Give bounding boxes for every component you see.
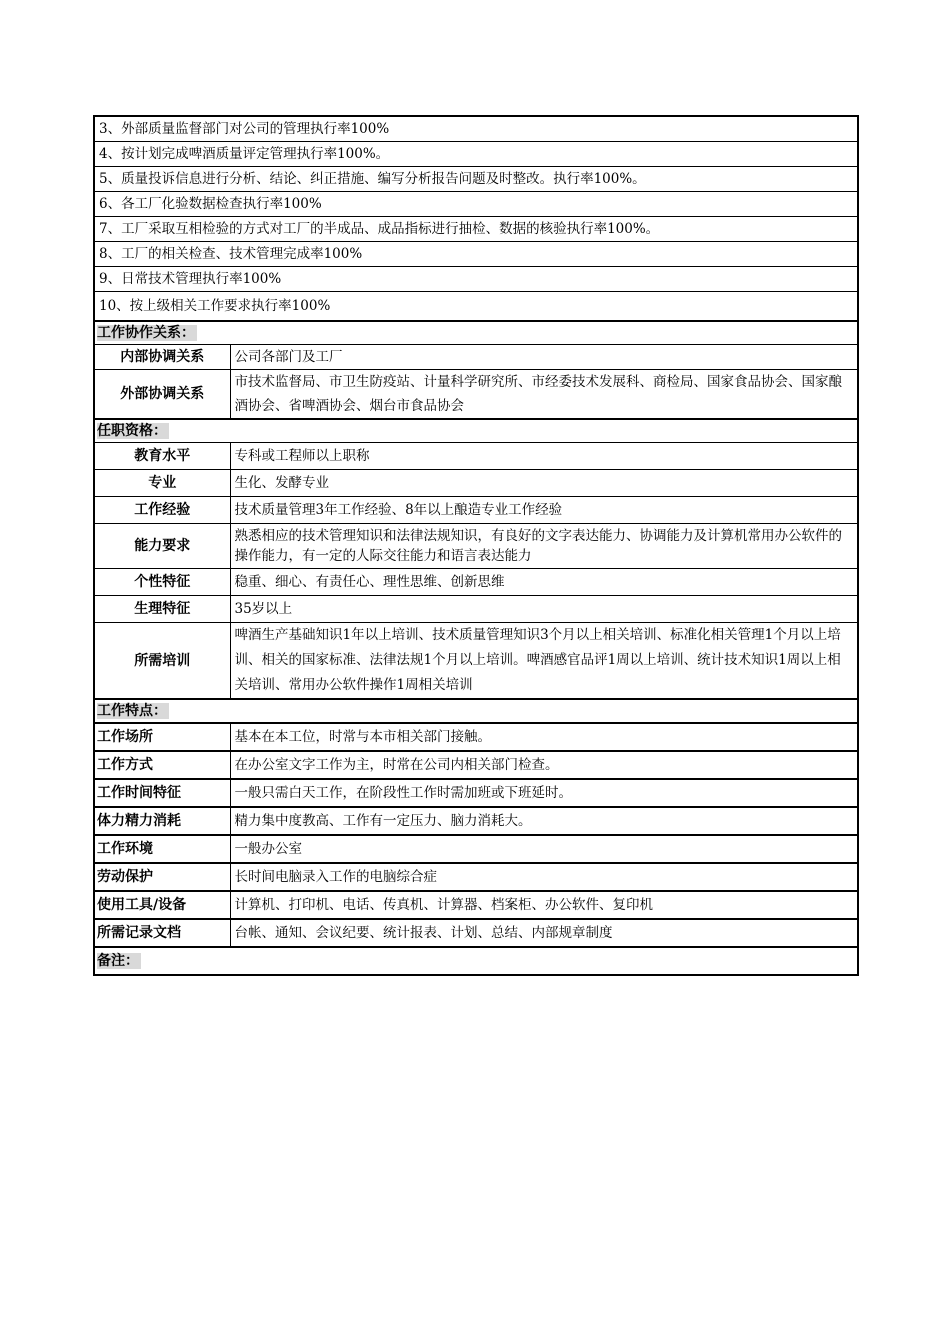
metric-row [94,292,858,322]
metric-cell: 9、日常技术管理执行率100% [94,267,858,292]
row-label: 外部协调关系 [94,370,230,420]
metric-row [94,267,858,292]
row-value: 台帐、通知、会议纪要、统计报表、计划、总结、内部规章制度 [230,919,858,947]
row-label: 体力精力消耗 [94,807,230,835]
relation-row-internal [94,345,858,370]
feature-row [94,751,858,779]
job-description-sheet [93,115,857,976]
feature-row [94,807,858,835]
section-title-remarks: 备注： [97,953,139,969]
metric-cell: 4、按计划完成啤酒质量评定管理执行率100%。 [94,142,858,167]
row-label: 工作经验 [94,497,230,524]
metric-cell: 7、工厂采取互相检验的方式对工厂的半成品、成品指标进行抽检、数据的核验执行率100%。 [94,217,858,242]
section-title-qualifications: 任职资格： [97,423,167,439]
row-label: 工作场所 [94,723,230,751]
qualification-row [94,623,858,700]
metric-cell: 8、工厂的相关检查、技术管理完成率100% [94,242,858,267]
row-label: 使用工具/设备 [94,891,230,919]
row-value: 专科或工程师以上职称 [230,443,858,470]
row-value: 熟悉相应的技术管理知识和法律法规知识，有良好的文字表达能力、协调能力及计算机常用办公软件的操作能力，有一定的人际交往能力和语言表达能力 [230,524,858,569]
metric-row [94,167,858,192]
section-title-relations: 工作协作关系： [97,325,195,341]
row-label: 工作时间特征 [94,779,230,807]
metric-cell: 10、按上级相关工作要求执行率100% [94,292,858,322]
metric-row [94,192,858,217]
job-description-table [93,115,859,976]
metric-cell: 5、质量投诉信息进行分析、结论、纠正措施、编写分析报告问题及时整改。执行率100%。 [94,167,858,192]
row-value: 稳重、细心、有责任心、理性思维、创新思维 [230,569,858,596]
feature-row [94,919,858,947]
row-value: 计算机、打印机、电话、传真机、计算器、档案柜、办公软件、复印机 [230,891,858,919]
section-header-remarks [94,947,858,975]
row-label: 个性特征 [94,569,230,596]
row-value: 一般只需白天工作，在阶段性工作时需加班或下班延时。 [230,779,858,807]
section-header-qualifications [94,419,858,443]
row-value: 技术质量管理3年工作经验、8年以上酿造专业工作经验 [230,497,858,524]
metric-cell: 6、各工厂化验数据检查执行率100% [94,192,858,217]
row-value: 精力集中度教高、工作有一定压力、脑力消耗大。 [230,807,858,835]
feature-row [94,835,858,863]
feature-row [94,723,858,751]
qualification-row [94,524,858,569]
row-label: 内部协调关系 [94,345,230,370]
metric-row [94,142,858,167]
row-value: 啤酒生产基础知识1年以上培训、技术质量管理知识3个月以上相关培训、标准化相关管理1个月以上培训、相关的国家标准、法律法规1个月以上培训。啤酒感官品评1周以上培训、统计技术知识1周以上相关培训、常用办公软件操作1周相关培训 [230,623,858,700]
row-value: 35岁以上 [230,596,858,623]
metric-row [94,116,858,142]
row-value: 长时间电脑录入工作的电脑综合症 [230,863,858,891]
row-value: 一般办公室 [230,835,858,863]
metric-cell: 3、外部质量监督部门对公司的管理执行率100% [94,116,858,142]
qualification-row [94,497,858,524]
qualification-row [94,470,858,497]
feature-row [94,863,858,891]
relation-row-external [94,370,858,420]
row-value: 市技术监督局、市卫生防疫站、计量科学研究所、市经委技术发展科、商检局、国家食品协会、国家酿酒协会、省啤酒协会、烟台市食品协会 [230,370,858,420]
row-value: 生化、发酵专业 [230,470,858,497]
section-header-relations [94,321,858,345]
row-label: 生理特征 [94,596,230,623]
row-label: 劳动保护 [94,863,230,891]
qualification-row [94,443,858,470]
row-label: 工作环境 [94,835,230,863]
section-header-features [94,699,858,723]
row-label: 能力要求 [94,524,230,569]
qualification-row [94,596,858,623]
feature-row [94,891,858,919]
section-title-features: 工作特点： [97,703,167,719]
metric-row [94,242,858,267]
feature-row [94,779,858,807]
row-label: 所需记录文档 [94,919,230,947]
row-value: 公司各部门及工厂 [230,345,858,370]
qualification-row [94,569,858,596]
row-label: 工作方式 [94,751,230,779]
metric-row [94,217,858,242]
row-value: 在办公室文字工作为主，时常在公司内相关部门检查。 [230,751,858,779]
row-label: 教育水平 [94,443,230,470]
row-value: 基本在本工位，时常与本市相关部门接触。 [230,723,858,751]
row-label: 专业 [94,470,230,497]
row-label: 所需培训 [94,623,230,700]
